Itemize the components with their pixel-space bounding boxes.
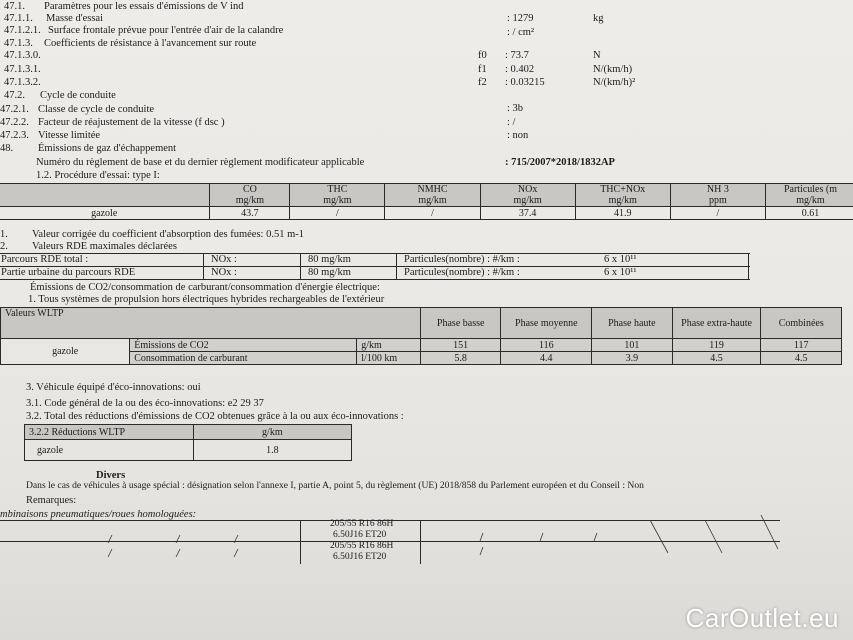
slash-mark bbox=[176, 535, 180, 543]
slash-mark bbox=[480, 547, 483, 555]
reduction-unit: g/km bbox=[193, 425, 351, 440]
wltp-co2-extra-haute: 119 bbox=[672, 339, 761, 352]
wltp-co2-haute: 101 bbox=[592, 339, 673, 352]
header-co: CO mg/km bbox=[210, 184, 290, 207]
phase-combinees: Combinées bbox=[761, 308, 842, 339]
value-co: 43.7 bbox=[210, 207, 290, 220]
slash-mark bbox=[705, 520, 722, 553]
wltp-conso-extra-haute: 4.5 bbox=[672, 352, 761, 365]
divers-combinaisons: mbinaisons pneumatiques/roues homologuées: bbox=[0, 509, 197, 520]
rde-total-nox-value: 80 mg/km bbox=[308, 254, 351, 265]
f0-key: f0 bbox=[478, 50, 487, 61]
vitesse-value: : non bbox=[507, 130, 529, 141]
reduction-title: 3.2.2 Réductions WLTP bbox=[25, 425, 194, 440]
wltp-title: Valeurs WLTP bbox=[1, 308, 421, 339]
wltp-fuel: gazole bbox=[1, 339, 130, 365]
eco-line-1: 3. Véhicule équipé d'éco-innovations: oui bbox=[26, 382, 201, 393]
line-48: 48. Émissions de gaz d'échappement bbox=[0, 143, 177, 154]
wltp-conso-haute: 3.9 bbox=[592, 352, 673, 365]
smoke-line: 1. Valeur corrigée du coefficient d'absorption des fumées: 0.51 m-1 bbox=[0, 229, 304, 240]
rde-rule-bottom bbox=[0, 279, 750, 280]
f2-unit: N/(km/h)² bbox=[593, 77, 636, 88]
masse-value: : 1279 bbox=[507, 13, 534, 24]
classe-value: : 3b bbox=[507, 103, 524, 114]
eco-line-3: 3.2. Total des réductions d'émissions de CO2 obtenues grâce à la ou aux éco-innovations : bbox=[26, 411, 404, 422]
wltp-table bbox=[0, 307, 842, 365]
f1-unit: N/(km/h) bbox=[593, 64, 633, 75]
reglement-label: Numéro du règlement de base et du dernier règlement modificateur applicable bbox=[36, 157, 365, 168]
f1-key: f1 bbox=[478, 64, 487, 75]
slash-mark bbox=[108, 535, 112, 543]
wltp-conso-label: Consommation de carburant bbox=[130, 352, 357, 365]
slash-mark bbox=[234, 535, 238, 543]
wltp-conso-moyenne: 4.4 bbox=[501, 352, 592, 365]
reduction-data-row bbox=[25, 440, 352, 461]
rde-vrule-1 bbox=[203, 253, 204, 280]
wltp-co2-moyenne: 116 bbox=[501, 339, 592, 352]
line-47-1-3: 47.1.3. Coefficients de résistance à l'avancement sur route bbox=[4, 38, 257, 49]
line-47-1: 47.1. Paramètres pour les essais d'émissions de V ind bbox=[4, 1, 244, 12]
slash-mark bbox=[760, 515, 778, 549]
caroutlet-watermark-logo: CarOutlet.eu bbox=[685, 603, 839, 633]
slash-mark bbox=[234, 549, 238, 557]
emissions-header-row bbox=[0, 184, 853, 207]
f1-value: : 0.402 bbox=[505, 64, 535, 75]
header-nh3: NH 3 ppm bbox=[670, 184, 765, 207]
header-particules: Particules (m mg/km bbox=[765, 184, 853, 207]
emissions-header-blank bbox=[0, 184, 210, 207]
emissions-table bbox=[0, 183, 853, 220]
f0-value: : 73.7 bbox=[505, 50, 529, 61]
line-47-1-3-1: 47.1.3.1. bbox=[4, 64, 41, 75]
phase-haute: Phase haute bbox=[592, 308, 673, 339]
value-thc: / bbox=[290, 207, 385, 220]
value-particules: 0.61 bbox=[765, 207, 853, 220]
rde-rule-top bbox=[0, 253, 750, 254]
line-47-2-3: 47.2.3. Vitesse limitée bbox=[0, 130, 101, 141]
line-47-1-3-2: 47.1.3.2. bbox=[4, 77, 41, 88]
wltp-co2-unit: g/km bbox=[357, 339, 421, 352]
rde-vrule-2 bbox=[300, 253, 301, 280]
procedure-label: 1.2. Procédure d'essai: type I: bbox=[36, 170, 160, 181]
header-thc-nox: THC+NOx mg/km bbox=[575, 184, 670, 207]
tyre-grid-slashes bbox=[0, 515, 853, 575]
wltp-conso-combinees: 4.5 bbox=[761, 352, 842, 365]
wltp-row-co2 bbox=[1, 339, 842, 352]
wltp-co2-label: Émissions de CO2 bbox=[130, 339, 357, 352]
header-nmhc: NMHC mg/km bbox=[385, 184, 480, 207]
wltp-header-row bbox=[1, 308, 842, 339]
rde-vrule-3 bbox=[396, 253, 397, 280]
divers-line: Dans le cas de véhicules à usage spécial : désignation selon l'annexe I, partie A, point 5, du règlement (UE) 2018/858 du Parlement européen et du Conseil : Non bbox=[26, 480, 644, 491]
tyre-1-rim: 6.50J16 ET20 bbox=[333, 530, 387, 540]
tyre-2-size: 205/55 R16 86H bbox=[330, 541, 394, 551]
reduction-header-row bbox=[25, 425, 352, 440]
rde-total-part-value: 6 x 10¹¹ bbox=[604, 254, 637, 265]
value-nmhc: / bbox=[385, 207, 480, 220]
rde-urban-nox-value: 80 mg/km bbox=[308, 267, 351, 278]
masse-unit: kg bbox=[593, 13, 604, 24]
eco-line-2: 3.1. Code général de la ou des éco-innovations: e2 29 37 bbox=[26, 398, 264, 409]
wltp-co2-combinees: 117 bbox=[761, 339, 842, 352]
rde-line: 2. Valeurs RDE maximales déclarées bbox=[0, 241, 177, 252]
f2-value: : 0.03215 bbox=[505, 77, 545, 88]
line-47-2-1: 47.2.1. Classe de cycle de conduite bbox=[0, 104, 155, 115]
f2-key: f2 bbox=[478, 77, 487, 88]
slash-mark bbox=[480, 533, 483, 541]
co2-subtitle: 1. Tous systèmes de propulsion hors électriques hybrides rechargeables de l'extérieur bbox=[28, 294, 385, 305]
header-thc: THC mg/km bbox=[290, 184, 385, 207]
rde-urban-part-label: Particules(nombre) : #/km : bbox=[404, 267, 520, 278]
surface-value: : / cm² bbox=[507, 27, 535, 38]
line-47-1-2-1: 47.1.2.1. Surface frontale prévue pour l'entrée d'air de la calandre bbox=[4, 25, 284, 36]
value-nox: 37.4 bbox=[480, 207, 575, 220]
rde-total-label: Parcours RDE total : bbox=[1, 254, 89, 265]
rde-urban-label: Partie urbaine du parcours RDE bbox=[1, 267, 136, 278]
phase-extra-haute: Phase extra-haute bbox=[672, 308, 761, 339]
divers-title: Divers bbox=[96, 470, 126, 481]
line-47-1-1: 47.1.1. Masse d'essai bbox=[4, 13, 104, 24]
f0-unit: N bbox=[593, 50, 601, 61]
reduction-fuel: gazole bbox=[25, 440, 194, 461]
tyre-2-rim: 6.50J16 ET20 bbox=[333, 552, 387, 562]
reglement-value: : 715/2007*2018/1832AP bbox=[505, 157, 615, 168]
tyre-1-size: 205/55 R16 86H bbox=[330, 519, 394, 529]
phase-moyenne: Phase moyenne bbox=[501, 308, 592, 339]
slash-mark bbox=[540, 533, 543, 541]
slash-mark bbox=[176, 549, 180, 557]
slash-mark bbox=[650, 520, 668, 553]
emissions-fuel: gazole bbox=[0, 207, 210, 220]
wltp-conso-unit: l/100 km bbox=[357, 352, 421, 365]
line-47-2-2: 47.2.2. Facteur de réajustement de la vitesse (f dsc ) bbox=[0, 117, 225, 128]
emissions-data-row bbox=[0, 207, 853, 220]
header-nox: NOx mg/km bbox=[480, 184, 575, 207]
line-47-2: 47.2. Cycle de conduite bbox=[4, 90, 116, 101]
rde-urban-nox-label: NOx : bbox=[211, 267, 237, 278]
reduction-table bbox=[24, 424, 352, 461]
value-thc-nox: 41.9 bbox=[575, 207, 670, 220]
wltp-conso-basse: 5.8 bbox=[420, 352, 501, 365]
phase-basse: Phase basse bbox=[420, 308, 501, 339]
facteur-value: : / bbox=[507, 117, 516, 128]
co2-title: Émissions de CO2/consommation de carburant/consommation d'énergie électrique: bbox=[30, 282, 380, 293]
rde-vrule-4 bbox=[748, 253, 749, 280]
reduction-value: 1.8 bbox=[193, 440, 351, 461]
line-47-1-3-0: 47.1.3.0. bbox=[4, 50, 41, 61]
rde-total-part-label: Particules(nombre) : #/km : bbox=[404, 254, 520, 265]
slash-mark bbox=[594, 533, 597, 541]
rde-total-nox-label: NOx : bbox=[211, 254, 237, 265]
divers-remarques: Remarques: bbox=[26, 495, 77, 506]
wltp-co2-basse: 151 bbox=[420, 339, 501, 352]
value-nh3: / bbox=[670, 207, 765, 220]
slash-mark bbox=[108, 549, 112, 557]
rde-urban-part-value: 6 x 10¹¹ bbox=[604, 267, 637, 278]
